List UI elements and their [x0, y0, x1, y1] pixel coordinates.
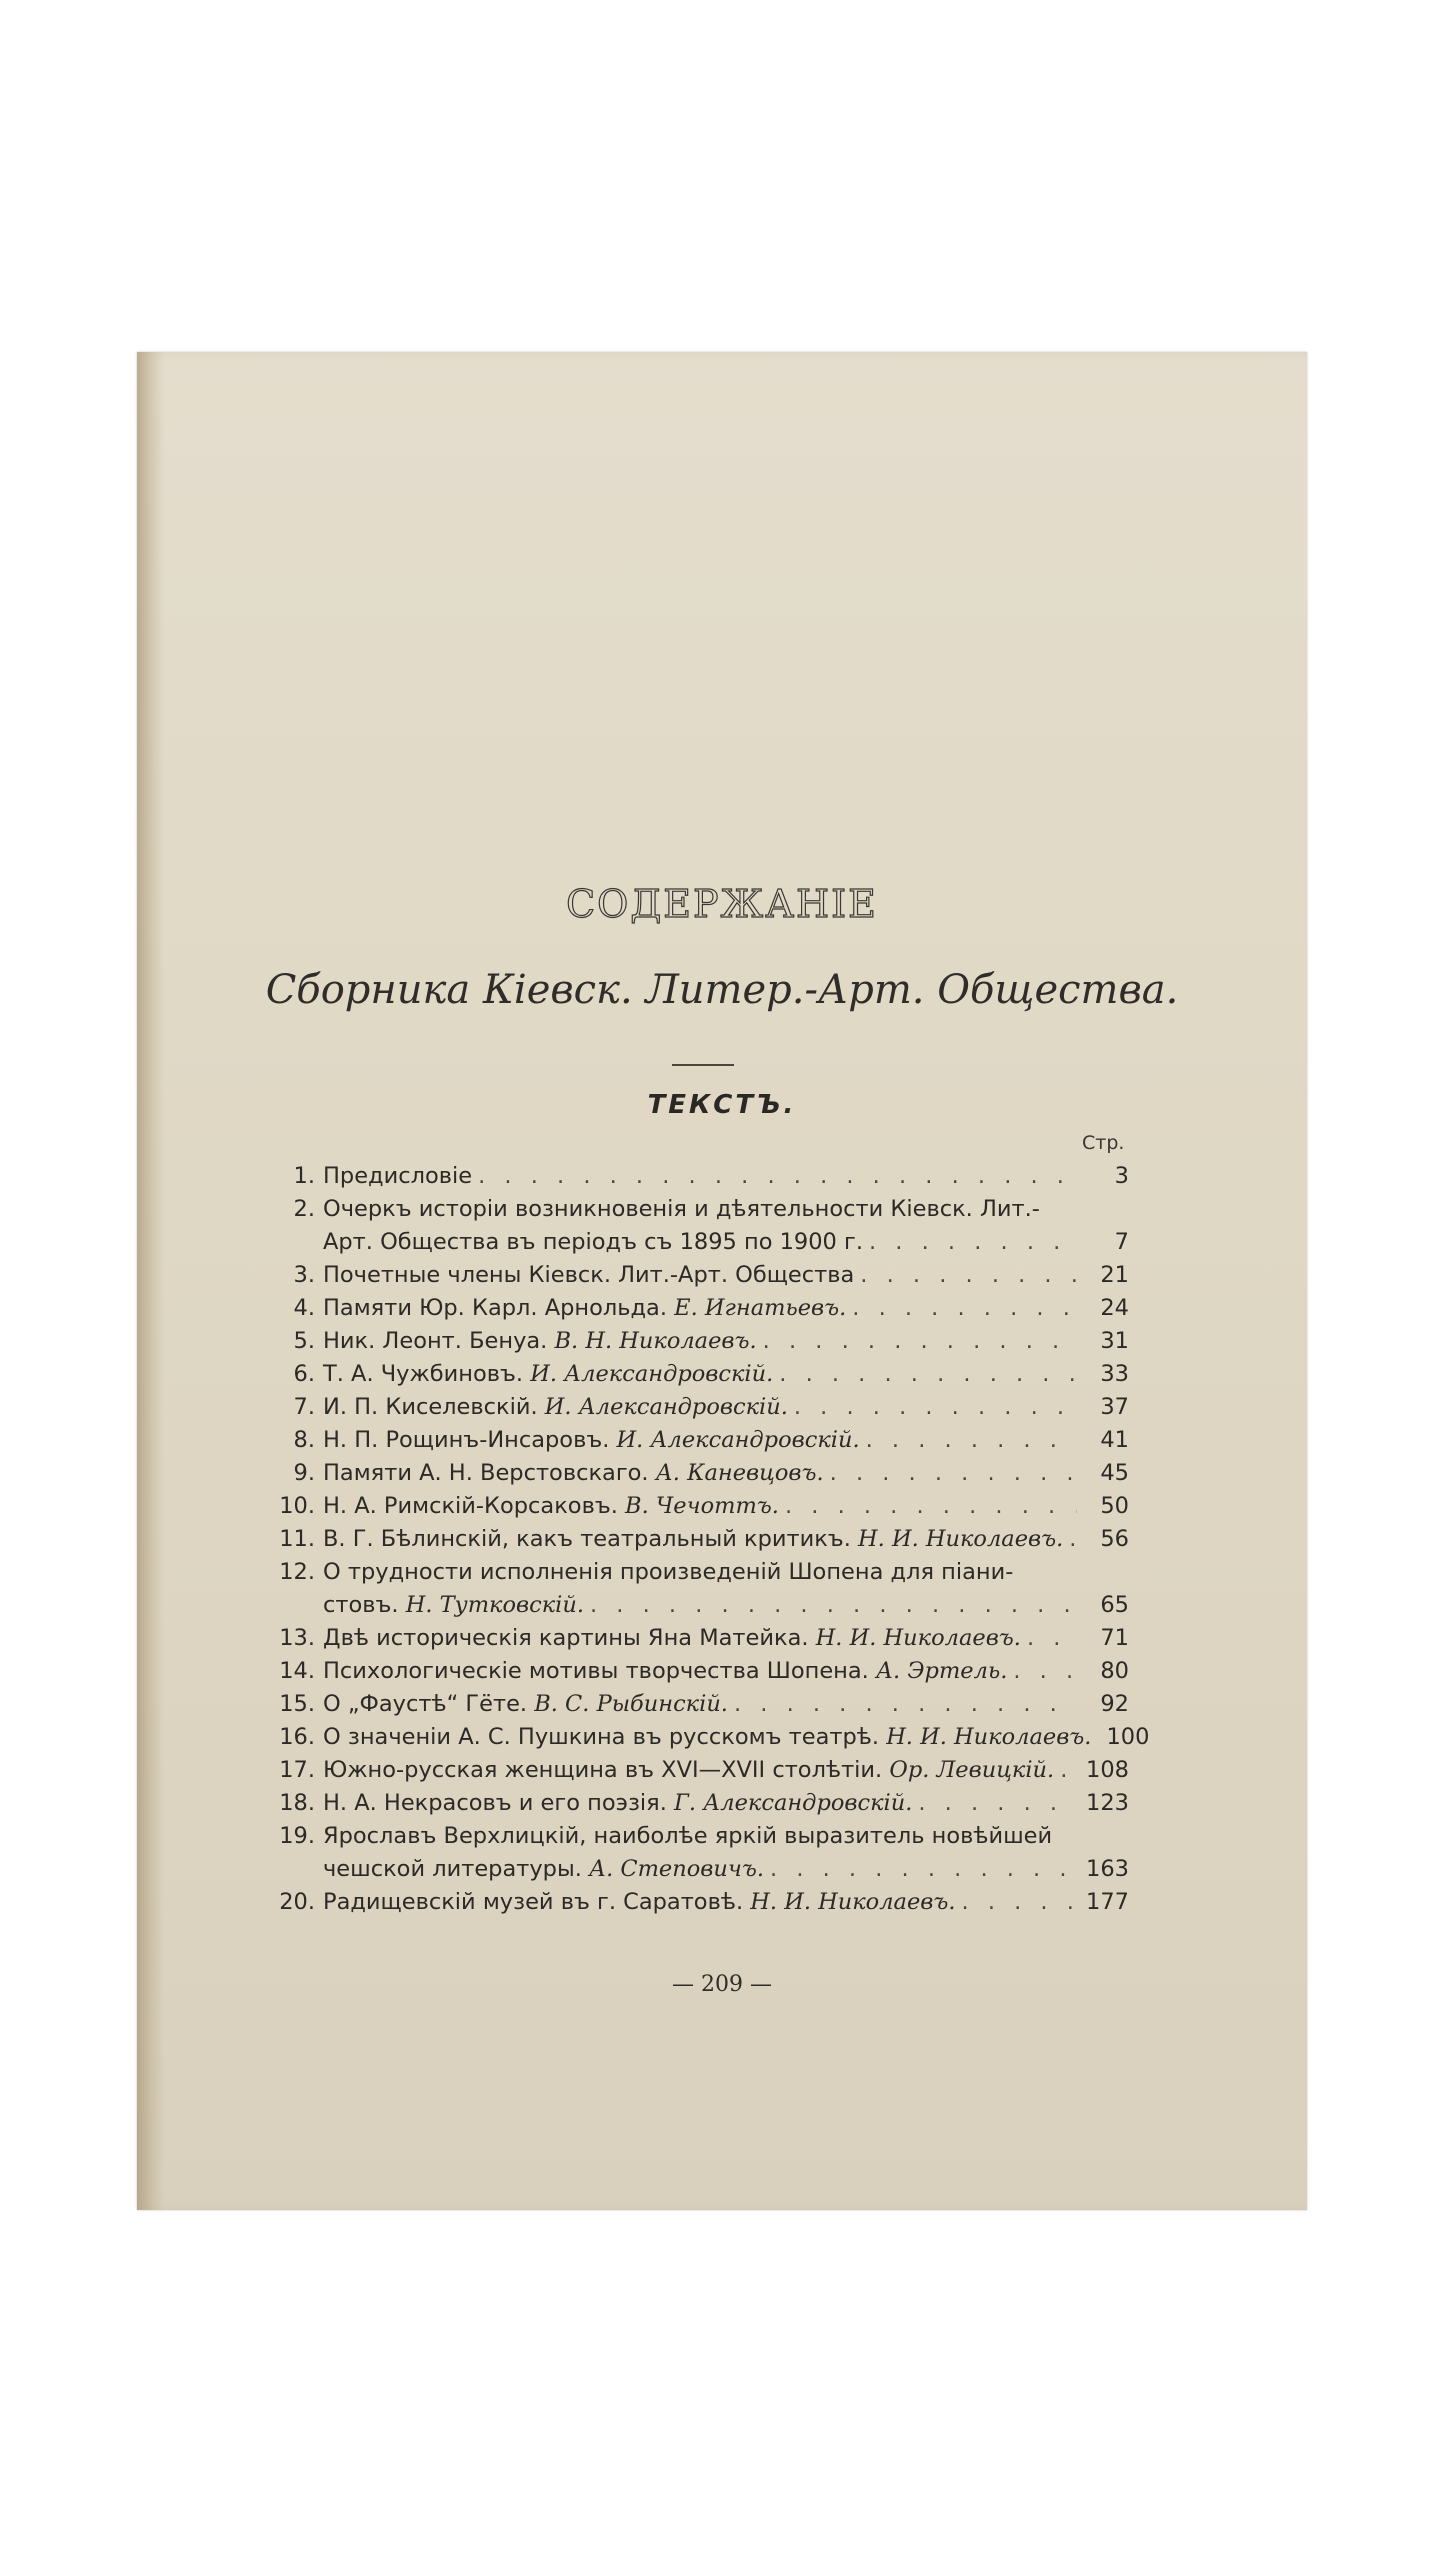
- toc-entry-line: [263, 1688, 1129, 1721]
- toc-entry-line: [263, 1457, 1129, 1490]
- toc-entry-title: [323, 1424, 860, 1457]
- toc-entry-title-text: Радищевскій музей въ г. Саратовѣ.: [323, 1889, 744, 1915]
- toc-entry-author: Н. Тутковскій.: [405, 1592, 584, 1618]
- toc-entry-title-text: Н. А. Римскій-Корсаковъ.: [323, 1493, 618, 1519]
- toc-entry-line: [263, 1391, 1129, 1424]
- toc-entry: [263, 1886, 1129, 1919]
- section-title: ТЕКСТЪ.: [647, 1090, 797, 1120]
- toc-entry-number: 19.: [279, 1823, 315, 1849]
- dot-leader: [478, 1160, 1077, 1193]
- page-content: [137, 352, 1307, 2210]
- dot-leader: [794, 1391, 1077, 1424]
- table-of-contents: [263, 1160, 1150, 1919]
- toc-entry: [263, 1292, 1129, 1325]
- toc-entry-line: [263, 1424, 1129, 1457]
- toc-entry-author: И. Александровскій.: [616, 1427, 860, 1453]
- dot-leader: [1013, 1655, 1077, 1688]
- toc-entry: [263, 1457, 1129, 1490]
- toc-entry-title-text: И. П. Киселевскій.: [323, 1394, 538, 1420]
- toc-entry-number: 6.: [293, 1361, 315, 1387]
- toc-entry-author: Н. И. Николаевъ.: [886, 1724, 1092, 1750]
- toc-entry-title-text: О трудности исполненія произведеній Шопена для піани-: [323, 1559, 1014, 1585]
- toc-entry-title-text: О „Фаустѣ“ Гёте.: [323, 1691, 528, 1717]
- dot-leader: [869, 1226, 1077, 1259]
- toc-entry-title-text: Н. П. Рощинъ-Инсаровъ.: [323, 1427, 610, 1453]
- toc-entry: [263, 1193, 1129, 1259]
- toc-entry-title: [323, 1226, 863, 1259]
- toc-entry: [263, 1391, 1129, 1424]
- toc-entry-page: 56: [1100, 1526, 1129, 1552]
- toc-entry-title-text: Южно-русская женщина въ XVI—XVII столѣтіи.: [323, 1757, 883, 1783]
- toc-entry-title: [323, 1490, 779, 1523]
- toc-entry-page: 21: [1100, 1262, 1129, 1288]
- toc-entry-title: [323, 1886, 956, 1919]
- toc-entry-author: Н. И. Николаевъ.: [750, 1889, 956, 1915]
- toc-entry-title-text: стовъ.: [323, 1592, 399, 1618]
- toc-entry-author: Ор. Левицкій.: [889, 1757, 1055, 1783]
- dot-leader: [918, 1787, 1077, 1820]
- toc-entry-page: 50: [1100, 1493, 1129, 1519]
- toc-entry-number: 9.: [293, 1460, 315, 1486]
- toc-entry-author: И. Александровскій.: [530, 1361, 774, 1387]
- toc-entry-line: [263, 1556, 1129, 1589]
- toc-entry: [263, 1160, 1129, 1193]
- toc-entry-author: В. С. Рыбинскій.: [534, 1691, 728, 1717]
- toc-entry: [263, 1490, 1129, 1523]
- toc-entry-line: [263, 1820, 1129, 1853]
- toc-entry-title: [323, 1292, 846, 1325]
- toc-entry-title: [323, 1853, 764, 1886]
- toc-entry-page: 92: [1100, 1691, 1129, 1717]
- toc-entry-line: [263, 1226, 1129, 1259]
- toc-entry: [263, 1622, 1129, 1655]
- toc-entry-title: [323, 1160, 472, 1193]
- toc-entry-title-text: Н. А. Некрасовъ и его поэзія.: [323, 1790, 667, 1816]
- toc-entry-line: [263, 1259, 1129, 1292]
- dot-leader: [852, 1292, 1077, 1325]
- toc-entry-line: [263, 1622, 1129, 1655]
- toc-entry-author: А. Степовичъ.: [589, 1856, 765, 1882]
- toc-entry-line: [263, 1589, 1129, 1622]
- pages-column-label: Стр.: [1082, 1132, 1125, 1154]
- toc-entry: [263, 1787, 1129, 1820]
- toc-entry-number: 8.: [293, 1427, 315, 1453]
- toc-entry-line: [263, 1490, 1129, 1523]
- toc-entry-line: [263, 1292, 1129, 1325]
- dot-leader: [1027, 1622, 1077, 1655]
- toc-entry-title-text: Психологическіе мотивы творчества Шопена.: [323, 1658, 869, 1684]
- page-subheading: Сборника Кіевск. Литер.-Арт. Общества.: [265, 967, 1179, 1013]
- toc-entry-page: 177: [1086, 1889, 1129, 1915]
- toc-entry-line: [263, 1886, 1129, 1919]
- dot-leader: [763, 1325, 1077, 1358]
- toc-entry-author: Г. Александровскій.: [674, 1790, 913, 1816]
- toc-entry: [263, 1259, 1129, 1292]
- toc-entry: [263, 1325, 1129, 1358]
- toc-entry-number: 5.: [293, 1328, 315, 1354]
- toc-entry-author: Н. И. Николаевъ.: [815, 1625, 1021, 1651]
- toc-entry-page: 37: [1100, 1394, 1129, 1420]
- toc-entry: [263, 1523, 1129, 1556]
- page-number: — 209 —: [672, 1972, 772, 1997]
- toc-entry-page: 65: [1100, 1592, 1129, 1618]
- toc-entry-line: [263, 1325, 1129, 1358]
- toc-entry-title-text: Памяти Юр. Карл. Арнольда.: [323, 1295, 667, 1321]
- toc-entry-page: 31: [1100, 1328, 1129, 1354]
- toc-entry-title: [323, 1820, 1052, 1853]
- toc-entry-title: [323, 1787, 912, 1820]
- toc-entry-page: 41: [1100, 1427, 1129, 1453]
- page-heading: СОДЕРЖАНІЕ: [566, 882, 878, 926]
- toc-entry-author: И. Александровскій.: [544, 1394, 788, 1420]
- toc-entry-title-text: Двѣ историческія картины Яна Матейка.: [323, 1625, 809, 1651]
- toc-entry-title-text: Предисловіе: [323, 1163, 473, 1189]
- toc-entry-number: 15.: [279, 1691, 315, 1717]
- dot-leader: [860, 1259, 1077, 1292]
- toc-entry-page: 3: [1114, 1163, 1129, 1189]
- toc-entry-title: [323, 1556, 1013, 1589]
- toc-entry-page: 80: [1100, 1658, 1129, 1684]
- toc-entry-number: 4.: [293, 1295, 315, 1321]
- toc-entry-author: В. Чечоттъ.: [625, 1493, 779, 1519]
- toc-entry: [263, 1820, 1129, 1886]
- toc-entry-line: [263, 1655, 1129, 1688]
- toc-entry-title-text: Т. А. Чужбиновъ.: [323, 1361, 524, 1387]
- toc-entry: [263, 1556, 1129, 1622]
- toc-entry-line: [263, 1193, 1129, 1226]
- toc-entry-number: 17.: [279, 1757, 315, 1783]
- toc-entry-title-text: Ярославъ Верхлицкій, наиболѣе яркій выразитель новѣйшей: [323, 1823, 1053, 1849]
- toc-entry-title-text: Очеркъ исторіи возникновенія и дѣятельности Кіевск. Лит.-: [323, 1196, 1040, 1222]
- toc-entry-title: [323, 1622, 1021, 1655]
- toc-entry-number: 3.: [293, 1262, 315, 1288]
- dot-leader: [1060, 1754, 1077, 1787]
- toc-entry-number: 18.: [279, 1790, 315, 1816]
- toc-entry-title: [323, 1688, 728, 1721]
- toc-entry-number: 11.: [279, 1526, 315, 1552]
- toc-entry: [263, 1424, 1129, 1457]
- toc-entry: [263, 1358, 1129, 1391]
- toc-entry-number: 20.: [279, 1889, 315, 1915]
- toc-entry-title: [323, 1589, 584, 1622]
- toc-entry-line: [263, 1523, 1129, 1556]
- toc-entry-title: [323, 1391, 788, 1424]
- toc-entry-title-text: Памяти А. Н. Верстовскаго.: [323, 1460, 649, 1486]
- dot-leader: [734, 1688, 1077, 1721]
- toc-entry-page: 71: [1100, 1625, 1129, 1651]
- toc-entry: [263, 1754, 1129, 1787]
- dot-leader: [866, 1424, 1077, 1457]
- toc-entry-title: [323, 1721, 1091, 1754]
- dot-leader: [590, 1589, 1077, 1622]
- toc-entry-line: [263, 1787, 1129, 1820]
- toc-entry-title: [323, 1457, 824, 1490]
- toc-entry: [263, 1721, 1150, 1754]
- toc-entry-number: 1.: [293, 1163, 315, 1189]
- toc-entry-title: [323, 1193, 1040, 1226]
- toc-entry-page: 7: [1114, 1229, 1129, 1255]
- dot-leader: [770, 1853, 1077, 1886]
- toc-entry-author: В. Н. Николаевъ.: [554, 1328, 757, 1354]
- toc-entry-number: 7.: [293, 1394, 315, 1420]
- toc-entry-page: 108: [1086, 1757, 1129, 1783]
- toc-entry-page: 45: [1100, 1460, 1129, 1486]
- toc-entry-line: [263, 1721, 1150, 1754]
- toc-entry-author: Н. И. Николаевъ.: [858, 1526, 1064, 1552]
- toc-entry-title-text: Арт. Общества въ періодъ съ 1895 по 1900 г.: [323, 1229, 863, 1255]
- toc-entry-line: [263, 1160, 1129, 1193]
- toc-entry-number: 16.: [279, 1724, 315, 1750]
- toc-entry-title: [323, 1754, 1054, 1787]
- toc-entry-number: 13.: [279, 1625, 315, 1651]
- toc-entry-title-text: В. Г. Бѣлинскій, какъ театральный критикъ.: [323, 1526, 851, 1552]
- toc-entry-title: [323, 1259, 854, 1292]
- toc-entry-title: [323, 1523, 1063, 1556]
- toc-entry-title-text: Почетные члены Кіевск. Лит.-Арт. Общества: [323, 1262, 855, 1288]
- toc-entry-line: [263, 1853, 1129, 1886]
- toc-entry-line: [263, 1754, 1129, 1787]
- toc-entry-page: 100: [1106, 1724, 1150, 1750]
- toc-entry-title-text: О значеніи А. С. Пушкина въ русскомъ театрѣ.: [323, 1724, 880, 1750]
- toc-entry-number: 10.: [279, 1493, 315, 1519]
- toc-entry-title: [323, 1325, 757, 1358]
- book-page: [137, 352, 1307, 2210]
- dot-leader: [785, 1490, 1077, 1523]
- toc-entry-number: 14.: [279, 1658, 315, 1684]
- toc-entry-number: 12.: [279, 1559, 315, 1585]
- toc-entry-line: [263, 1358, 1129, 1391]
- toc-entry-title-text: чешской литературы.: [323, 1856, 582, 1882]
- decorative-rule: [672, 1064, 734, 1066]
- toc-entry-title: [323, 1358, 773, 1391]
- toc-entry-author: Е. Игнатьевъ.: [674, 1295, 847, 1321]
- toc-entry-title-text: Ник. Леонт. Бенуа.: [323, 1328, 548, 1354]
- toc-entry-title: [323, 1655, 1007, 1688]
- dot-leader: [962, 1886, 1077, 1919]
- dot-leader: [1069, 1523, 1077, 1556]
- toc-entry: [263, 1688, 1129, 1721]
- toc-entry-number: 2.: [293, 1196, 315, 1222]
- toc-entry-author: А. Каневцовъ.: [655, 1460, 824, 1486]
- toc-entry-page: 33: [1100, 1361, 1129, 1387]
- toc-entry-page: 123: [1086, 1790, 1129, 1816]
- toc-entry-page: 24: [1100, 1295, 1129, 1321]
- dot-leader: [779, 1358, 1077, 1391]
- toc-entry-page: 163: [1086, 1856, 1129, 1882]
- toc-entry-author: А. Эртель.: [876, 1658, 1008, 1684]
- toc-entry: [263, 1655, 1129, 1688]
- dot-leader: [830, 1457, 1077, 1490]
